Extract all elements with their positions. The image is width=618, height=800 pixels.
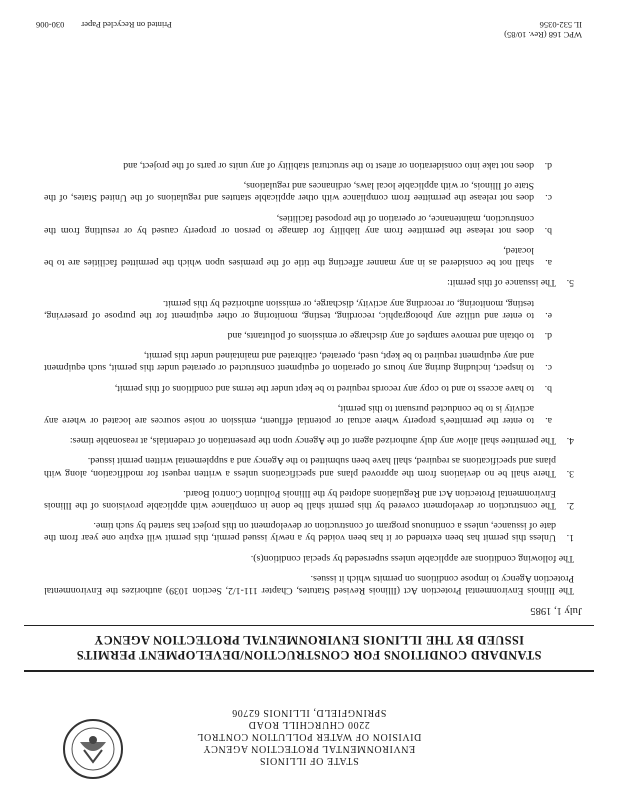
header-line: STATE OF ILLINOIS [259, 755, 359, 766]
header-line: DIVISION OF WATER POLLUTION CONTROL [196, 731, 422, 742]
inspection-subitem: e. to enter and utilize any photographic, recording, testing, monitoring or other equipment for the purpose of preserving, testing, monitoring, or recording any activity, discharge, or emission authorized by this permit. [44, 297, 552, 321]
issuance-subitem: c. does not release the permittee from compliance with other applicable statutes and regulations of the United States, of the State of Illinois, or with applicable local laws, ordinances and regulations, [44, 180, 552, 204]
issuance-subitem: a. shall not be considered as in any manner affecting the title of the premises upon which the permitted facilities are to be located, [44, 244, 552, 269]
inspection-subitem: c. to inspect, including during any hours of operation of equipment constructed or operated under this permit, such equipment and any equipment required to be kept, used, operated, calibrated and maintained under this permit, [44, 350, 552, 374]
inspection-subitem: b. to have access to and to copy any records required to be kept under the terms and conditions of this permit, [114, 382, 552, 394]
form-footer-right: Printed on Recycled Paper 030-006 [36, 20, 172, 30]
condition-item: 4. The permittee shall allow any duly authorized agent of the Agency upon the presentation of credentials, at reasonable times: [69, 435, 574, 447]
inspection-subitem: a. to enter the permittee's property where actual or potential effluent, emission or noise sources are located or where any activity is to be conducted pursuant to this permit, [44, 402, 552, 426]
divider [24, 670, 594, 672]
inspection-subitem: d. to obtain and remove samples of any discharge or emissions of pollutants, and [227, 329, 552, 341]
title-line: STANDARD CONDITIONS FOR CONSTRUCTION/DEVELOPMENT PERMITS [76, 648, 542, 662]
intro-paragraph: The Illinois Environmental Protection Act (Illinois Revised Statutes, Chapter 111-1/2, Section 1039) authorizes the Environmental Protection Agency to impose conditions on permits which it issues. [44, 572, 574, 596]
title-line: ISSUED BY THE ILLINOIS ENVIRONMENTAL PROTECTION AGENCY [94, 633, 524, 647]
header-line: 2200 CHURCHILL ROAD [248, 719, 370, 730]
document-body [44, 151, 574, 596]
header-line: ENVIRONMENTAL PROTECTION AGENCY [202, 743, 416, 754]
form-number: WPC 168 (Rev. 10/85) IL 532-0356 [504, 20, 582, 40]
condition-item: 2. The construction or development covered by this permit shall be done in compliance with applicable provisions of the Illinois Environmental Protection Act and Regulations adopted by the Illinois Pollution Control Board. [44, 487, 574, 511]
agency-header [0, 706, 618, 766]
condition-item: 3. There shall be no deviations from the approved plans and specifications unless a written request for modification, along with plans and specifications as required, shall have been submitted to the Agency and a supplemental written permit issued. [44, 455, 574, 479]
condition-item: 5. The issuance of this permit: [447, 277, 574, 289]
document-date: July 1, 1985 [530, 605, 582, 616]
condition-item: 1. Unless this permit has been extended or it has been voided by a newly issued permit, this permit will expire one year from the date of issuance, unless a continuous program of construction or development on this project has started by such time. [44, 520, 574, 544]
applicability-paragraph: The following conditions are applicable unless superseded by special condition(s). [250, 552, 574, 564]
header-line: SPRINGFIELD, ILLINOIS 62706 [231, 707, 387, 718]
document-title [36, 632, 582, 662]
divider [24, 625, 594, 626]
issuance-subitem: d. does not take into consideration or attest to the structural stability of any units or parts of the project, and [123, 159, 552, 171]
issuance-subitem: b. does not release the permittee from any liability for damage to person or property caused by or resulting from the construction, maintenance, or operation of the proposed facilities, [44, 212, 552, 236]
